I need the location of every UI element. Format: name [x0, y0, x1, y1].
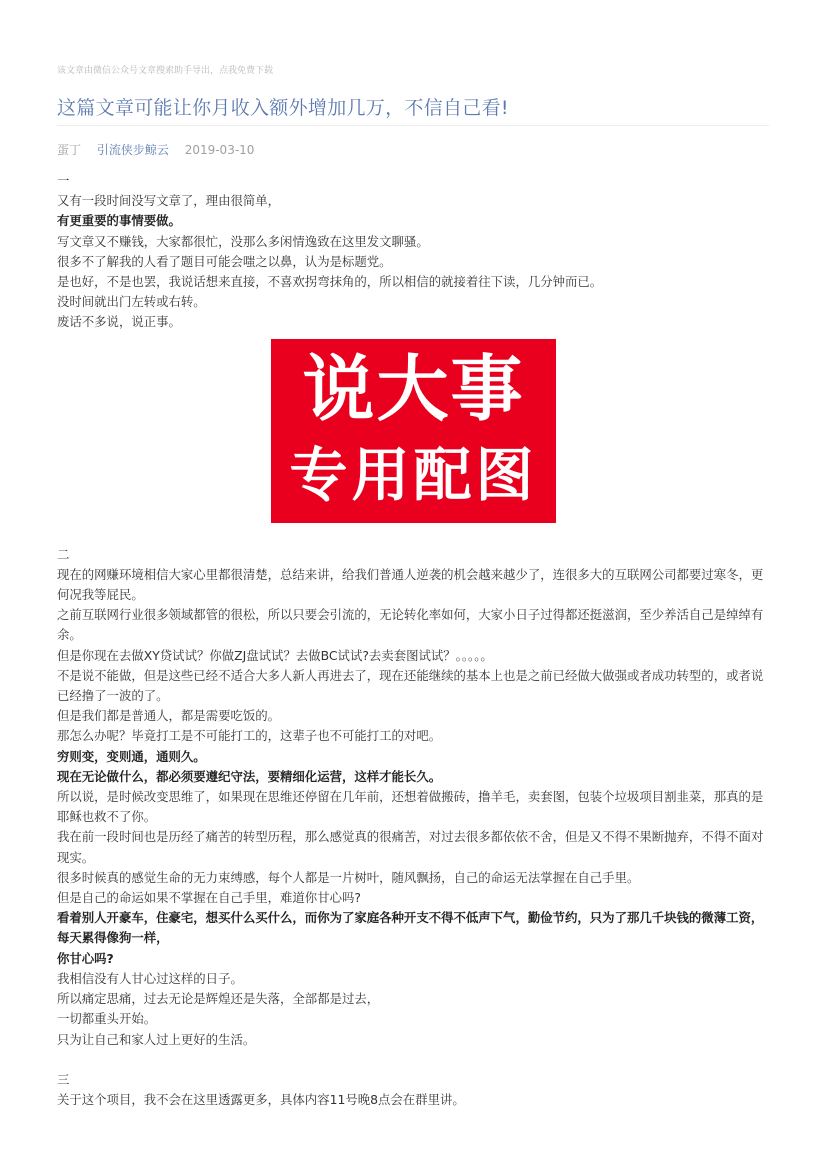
section-heading-1: 一	[57, 173, 70, 188]
paragraph: 之前互联网行业很多领域都管的很松，所以只要会引流的，无论转化率如何，大家小日子过得都还挺滋润，至少养活自己是绰绰有余。	[57, 607, 764, 643]
paragraph: 所以说，是时候改变思维了，如果现在思维还停留在几年前，还想着做搬砖，撸羊毛，卖套图，包装个垃圾项目割韭菜，那真的是耶稣也救不了你。	[57, 789, 764, 825]
paragraph: 没时间就出门左转或右转。	[57, 294, 206, 310]
section-heading-3: 三	[57, 1071, 70, 1087]
paragraph: 但是你现在去做XY贷试试？你做ZJ盘试试？去做BC试试?去卖套图试试？。。。。。	[57, 647, 493, 663]
paragraph-bold	[57, 211, 769, 231]
section-spacer	[57, 1050, 769, 1070]
export-notice-link[interactable]: 该文章由微信公众号文章搜索助手导出，点我免费下载	[57, 66, 274, 76]
paragraph: 很多不了解我的人看了题目可能会嗤之以鼻，认为是标题党。	[57, 253, 392, 269]
section-heading-2: 二	[57, 546, 70, 562]
paragraph: 关于这个项目，我不会在这里透露更多，具体内容11号晚8点会在群里讲。	[57, 1091, 465, 1107]
author-name: 蛋丁	[57, 143, 82, 157]
paragraph: 很多时候真的感觉生命的无力束缚感，每个人都是一片树叶，随风飘扬，自己的命运无法掌握在自己手里。	[57, 869, 640, 885]
bold-text: 有更重要的事情要做。	[57, 213, 181, 229]
paragraph-bold	[57, 747, 769, 767]
paragraph: 我在前一段时间也是历经了痛苦的转型历程，那么感觉真的很痛苦，对过去很多都依依不舍，但是又不得不果断抛弃，不得不面对现实。	[57, 829, 764, 865]
paragraph: 现在的网赚环境相信大家心里都很清楚，总结来讲，给我们普通人逆袭的机会越来越少了，连很多大的互联网公司都要过寒冬，更何况我等屁民。	[57, 566, 764, 603]
paragraph: 是也好，不是也罢，我说话想来直接，不喜欢拐弯抹角的，所以相信的就接着往下读，几分钟而已。	[57, 274, 603, 290]
paragraph-bold	[57, 767, 769, 787]
paragraph: 但是我们都是普通人，都是需要吃饭的。	[57, 708, 281, 724]
paragraph: 废话不多说，说正事。	[57, 314, 181, 330]
paragraph: 又有一段时间没写文章了，理由很简单，	[57, 193, 281, 209]
article-body	[57, 171, 769, 1110]
paragraph: 写文章又不赚钱，大家都很忙，没那么多闲情逸致在这里发文聊骚。	[57, 233, 429, 249]
title-divider	[57, 125, 769, 126]
bold-text: 看着别人开豪车，住豪宅，想买什么买什么，而你为了家庭各种开支不得不低声下气，勤俭节约，只为了那几千块钱的微薄工资，每天累得像狗一样，	[57, 910, 764, 946]
bold-text: 现在无论做什么，都必须要遵纪守法，要精细化运营，这样才能长久。	[57, 768, 442, 784]
paragraph: 我相信没有人甘心过这样的日子。	[57, 970, 243, 986]
paragraph-bold	[57, 908, 769, 948]
paragraph: 所以痛定思痛，过去无论是辉煌还是失落，全部都是过去，	[57, 991, 380, 1007]
article-title: 这篇文章可能让你月收入额外增加几万，不信自己看!	[57, 97, 509, 119]
publish-date: 2019-03-10	[184, 143, 255, 157]
feature-image	[271, 339, 556, 523]
feature-image-line2: 专用配图	[289, 440, 538, 509]
paragraph: 那怎么办呢？毕竟打工是不可能打工的，这辈子也不可能打工的对吧。	[57, 728, 442, 744]
bold-text: 你甘心吗?	[57, 950, 114, 966]
paragraph: 但是自己的命运如果不掌握在自己手里，难道你甘心吗?	[57, 890, 361, 906]
paragraph: 一切都重头开始。	[57, 1011, 157, 1027]
paragraph-bold	[57, 949, 769, 969]
account-name-link[interactable]: 引流侠步鲸云	[96, 143, 169, 157]
article-meta	[57, 141, 254, 158]
paragraph: 不是说不能做，但是这些已经不适合大多人新人再进去了，现在还能继续的基本上也是之前已经做大做强或者成功转型的，或者说已经撸了一波的了。	[57, 667, 764, 704]
bold-text: 穷则变，变则通，通则久。	[57, 748, 206, 764]
figure-container	[57, 333, 769, 545]
feature-image-line1: 说大事	[302, 346, 525, 431]
paragraph: 只为让自己和家人过上更好的生活。	[57, 1031, 256, 1047]
